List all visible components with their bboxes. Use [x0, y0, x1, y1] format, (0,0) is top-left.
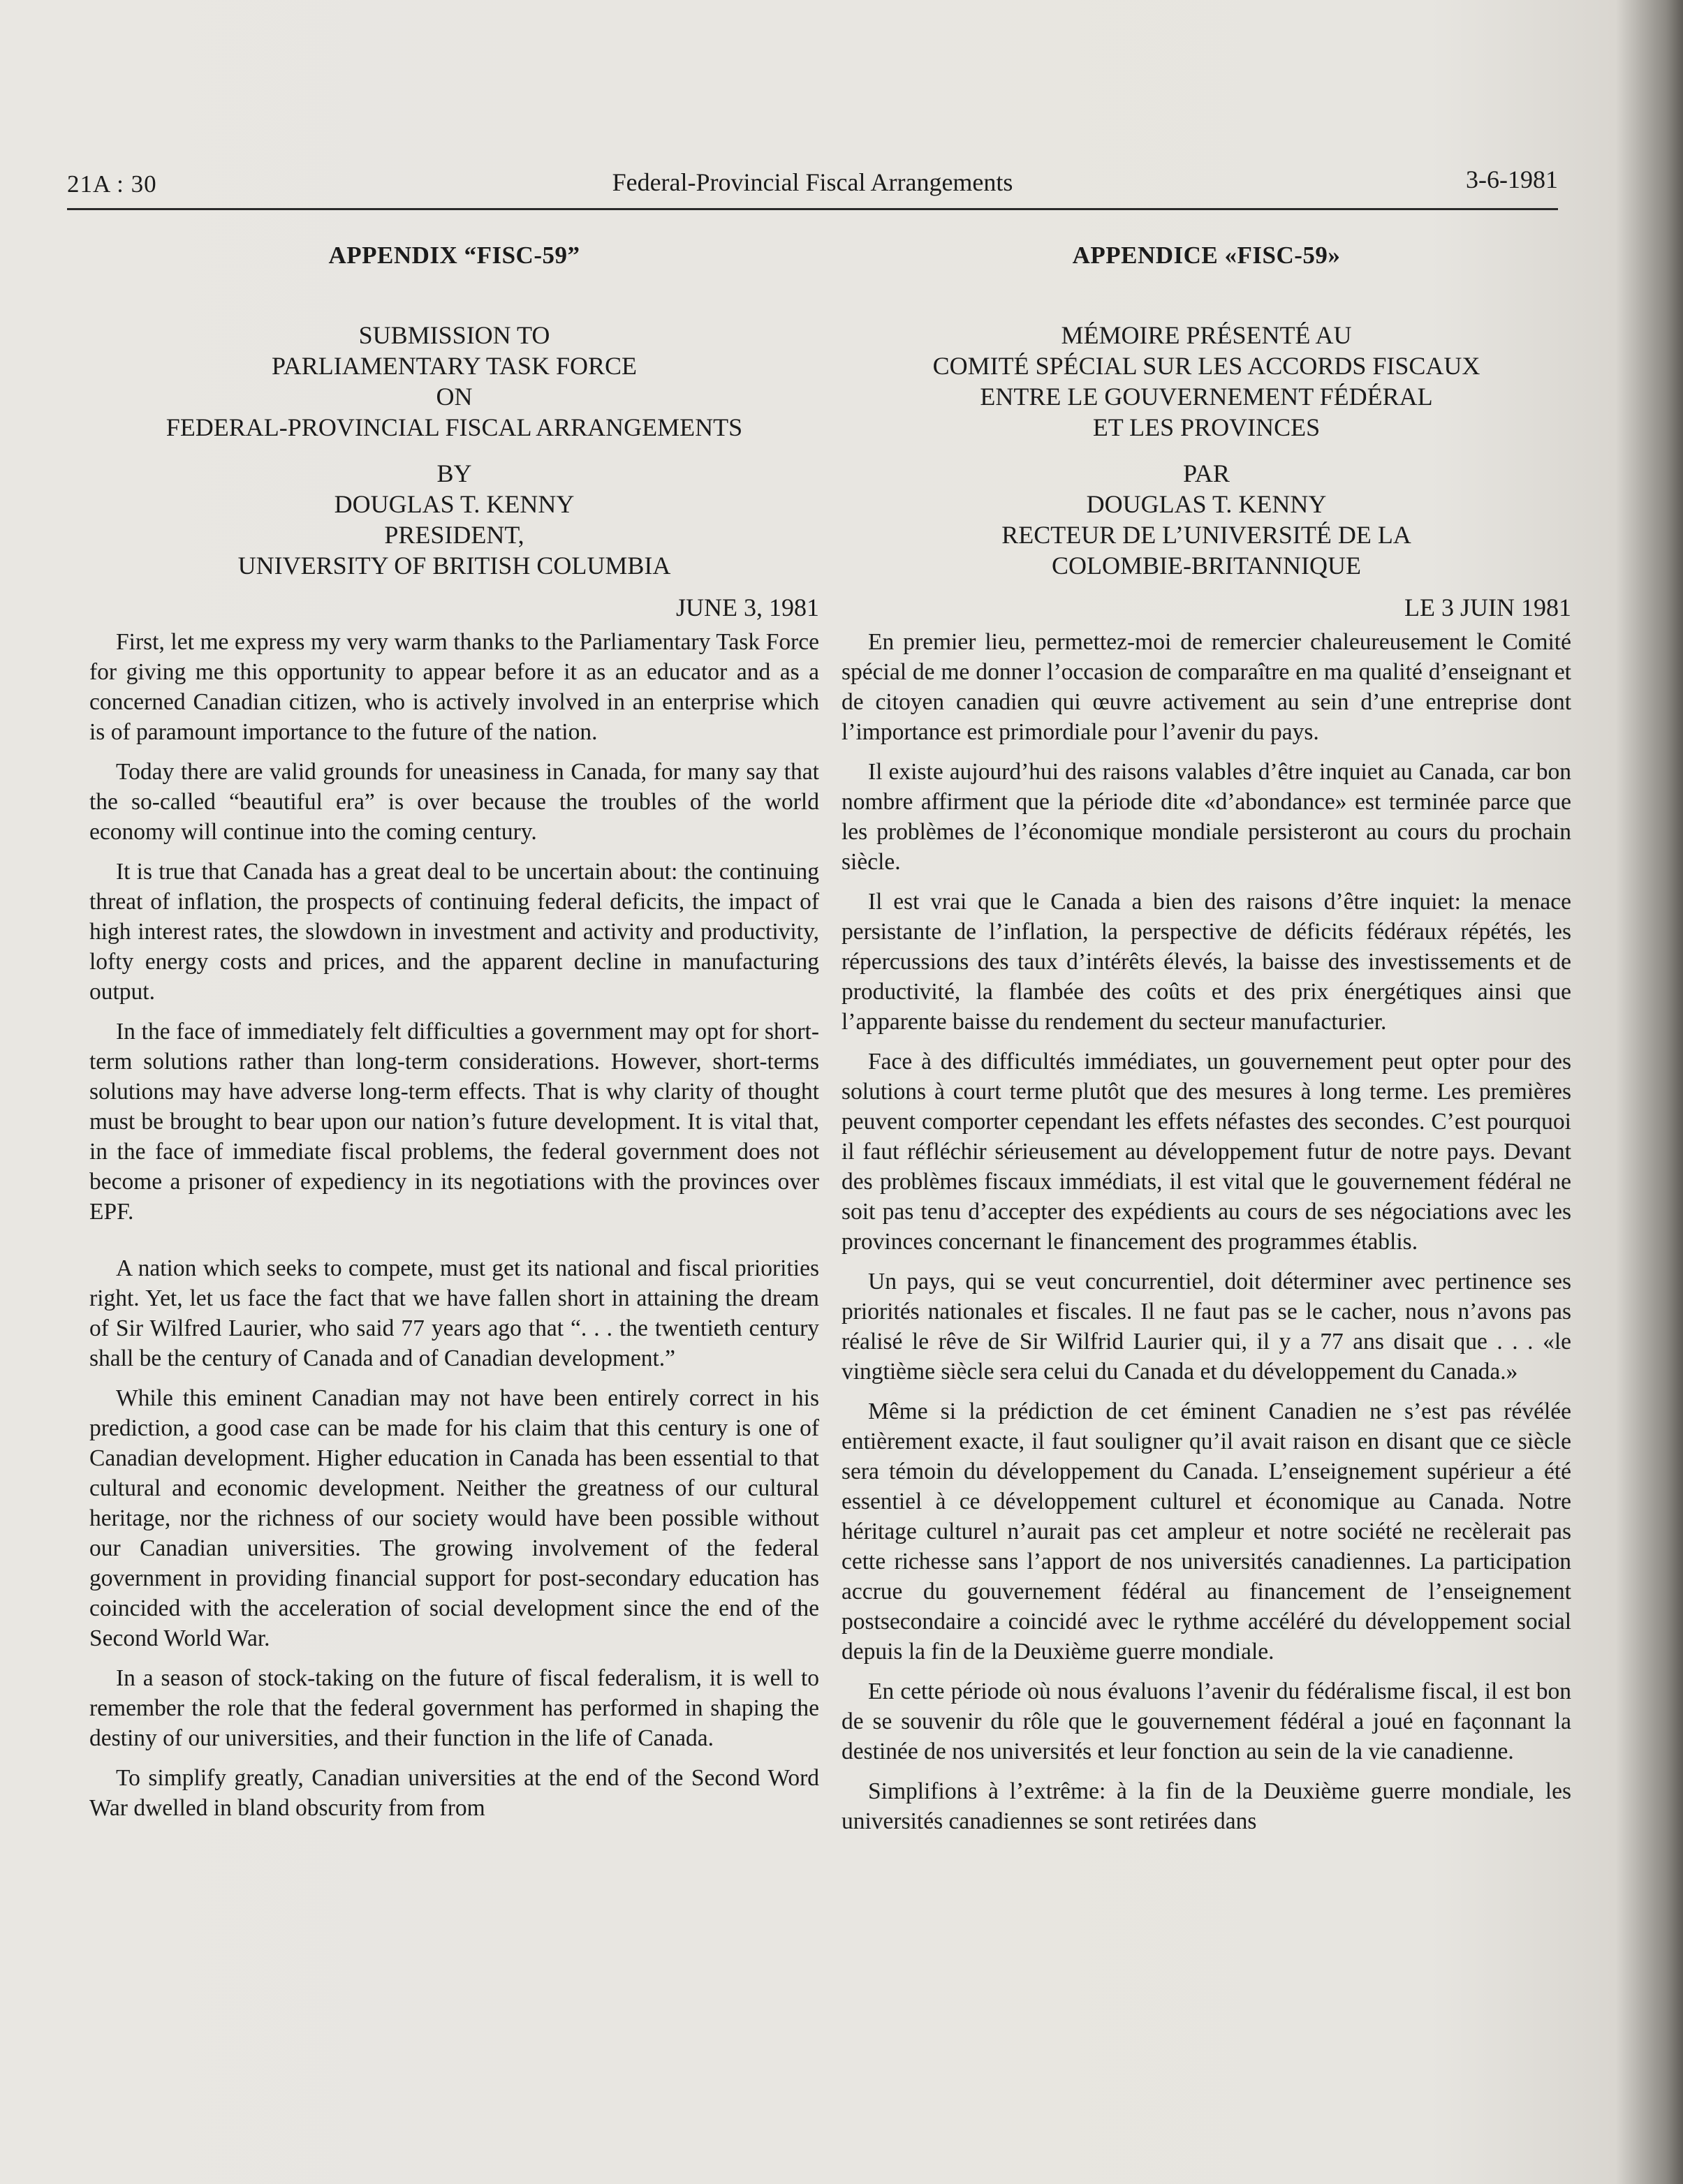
header-date: 3-6-1981: [1466, 165, 1558, 193]
title-line: SUBMISSION TO: [358, 321, 550, 349]
paragraph: First, let me express my very warm thanks to the Parliamentary Task Force for giving me this opportunity to appear before it as an educator and as a concerned Canadian citizen, who is actively involved in an enterprise which is of paramount importance to the future of the nation.: [89, 629, 819, 745]
byline-line: PAR: [1183, 459, 1230, 487]
title-line: ET LES PROVINCES: [1092, 413, 1321, 441]
title-line: COMITÉ SPÉCIAL SUR LES ACCORDS FISCAUX: [932, 352, 1480, 380]
paragraph: En premier lieu, permettez-moi de remercier chaleureusement le Comité spécial de me donner l’occasion de comparaître en ma qualité d’enseignant et de citoyen canadien qui œuvre activement au sein d’une entreprise dont l’importance est primordiale pour l’avenir du pays.: [842, 629, 1571, 745]
title-line: ON: [436, 383, 473, 411]
paragraph: Simplifions à l’extrême: à la fin de la Deuxième guerre mondiale, les universités canadiennes se sont retirées dans: [842, 1778, 1571, 1834]
paragraph: En cette période où nous évaluons l’avenir du fédéralisme fiscal, il est bon de se souvenir du rôle que le gouvernement fédéral a joué en façonnant la destinée de nos universités et leur fonction au sein de la vie canadienne.: [842, 1678, 1571, 1764]
paragraph: Il est vrai que le Canada a bien des raisons d’être inquiet: la menace persistante de l’inflation, la perspective de déficits fédéraux répétés, les répercussions des taux d’intérêts élevés, la baisse des investissements et de productivité, la flambée des coûts et des prix énergétiques ainsi que l’apparente baisse du rendement du secteur manufacturier.: [842, 889, 1571, 1035]
author-byline: [89, 458, 819, 581]
appendix-heading: APPENDIX “FISC-59”: [328, 242, 580, 269]
submission-title: [842, 320, 1571, 443]
byline-line: DOUGLAS T. KENNY: [334, 490, 575, 518]
paragraph: To simplify greatly, Canadian universities at the end of the Second Word War dwelled in bland obscurity from from: [89, 1765, 819, 1821]
paragraph: Un pays, qui se veut concurrentiel, doit déterminer avec pertinence ses priorités nationales et fiscales. Il ne faut pas se le cacher, nous n’avons pas réalisé le rêve de Sir Wilfrid Laurier qui, il y a 77 ans disait que . . . «le vingtième siècle sera celui du Canada et du développement du Canada.»: [842, 1269, 1571, 1385]
paragraph: Today there are valid grounds for uneasiness in Canada, for many say that the so-called “beautiful era” is over because the troubles of the world economy will continue into the coming century.: [89, 759, 819, 845]
title-line: ENTRE LE GOUVERNEMENT FÉDÉRAL: [980, 383, 1433, 411]
header-rule: [67, 208, 1558, 210]
byline-line: COLOMBIE-BRITANNIQUE: [1051, 552, 1362, 580]
submission-date: JUNE 3, 1981: [676, 593, 819, 621]
paragraph: In the face of immediately felt difficulties a government may opt for short-term solutions rather than long-term considerations. However, short-terms solutions may have adverse long-term effects. That is why clarity of thought must be brought to bear upon our nation’s future development. It is vital that, in the face of immediate fiscal problems, the federal government does not become a prisoner of expediency in its negotiations with the provinces over EPF.: [89, 1019, 819, 1225]
title-line: PARLIAMENTARY TASK FORCE: [271, 352, 637, 380]
page-header: [67, 165, 1558, 209]
byline-line: UNIVERSITY OF BRITISH COLUMBIA: [237, 552, 671, 580]
byline-line: PRESIDENT,: [384, 521, 524, 549]
title-line: MÉMOIRE PRÉSENTÉ AU: [1061, 321, 1352, 349]
running-title: Federal-Provincial Fiscal Arrangements: [612, 168, 1013, 196]
paragraph: It is true that Canada has a great deal to be uncertain about: the continuing threat of inflation, the prospects of continuing federal deficits, the impact of high interest rates, the slowdown in investment and activity and productivity, lofty energy costs and prices, and the apparent decline in manufacturing output.: [89, 859, 819, 1005]
submission-title: [89, 320, 819, 443]
page-reference: 21A : 30: [67, 170, 157, 198]
french-column: [842, 242, 1571, 1846]
title-line: FEDERAL-PROVINCIAL FISCAL ARRANGEMENTS: [166, 413, 743, 441]
paragraph: Même si la prédiction de cet éminent Canadien ne s’est pas révélée entièrement exacte, il faut souligner qu’il avait raison en disant que ce siècle sera témoin du développement du Canada. L’enseignement supérieur a été essentiel à ce développement culturel et économique au Canada. Notre héritage culturel n’aurait pas cet ampleur et notre société ne recèlerait pas cette richesse sans l’apport de nos universités canadiennes. La participation accrue du gouvernement fédéral au financement de l’enseignement postsecondaire a coincidé avec le rythme accéléré du développement social depuis la fin de la Deuxième guerre mondiale.: [842, 1399, 1571, 1665]
appendix-heading: APPENDICE «FISC-59»: [1072, 242, 1341, 269]
paragraph: In a season of stock-taking on the future of fiscal federalism, it is well to remember the role that the federal government has performed in shaping the destiny of our universities, and their function in the life of Canada.: [89, 1665, 819, 1751]
paragraph: While this eminent Canadian may not have been entirely correct in his prediction, a good case can be made for his claim that this century is one of Canadian development. Higher education in Canada has been essential to that cultural and economic development. Neither the greatness of our cultural heritage, nor the richness of our society would have been possible without our Canadian universities. The growing involvement of the federal government in providing financial support for post-secondary education has coincided with the acceleration of social development since the end of the Second World War.: [89, 1385, 819, 1651]
byline-line: BY: [436, 459, 472, 487]
submission-date: LE 3 JUIN 1981: [1404, 593, 1571, 621]
paragraph: A nation which seeks to compete, must get its national and fiscal priorities right. Yet, let us face the fact that we have fallen short in attaining the dream of Sir Wilfred Laurier, who said 77 years ago that “. . . the twentieth century shall be the century of Canada and of Canadian development.”: [89, 1255, 819, 1371]
byline-line: RECTEUR DE L’UNIVERSITÉ DE LA: [1001, 521, 1411, 549]
paragraph: Face à des difficultés immédiates, un gouvernement peut opter pour des solutions à court terme plutôt que des mesures à long terme. Les premières peuvent comporter cependant les effets néfastes des secondes. C’est pourquoi il faut réfléchir sérieusement au développement futur de notre pays. Devant des problèmes fiscaux immédiats, il est vital que le gouvernement fédéral ne soit pas tenu d’accepter des expédients au cours de ses négociations avec les provinces concernant le financement des programmes établis.: [842, 1049, 1571, 1255]
byline-line: DOUGLAS T. KENNY: [1086, 490, 1327, 518]
paragraph: Il existe aujourd’hui des raisons valables d’être inquiet au Canada, car bon nombre affirment que la période dite «d’abondance» est terminée parce que les problèmes de l’économique mondiale persisteront au cours du prochain siècle.: [842, 759, 1571, 875]
author-byline: [842, 458, 1571, 581]
english-column: [89, 242, 819, 1833]
